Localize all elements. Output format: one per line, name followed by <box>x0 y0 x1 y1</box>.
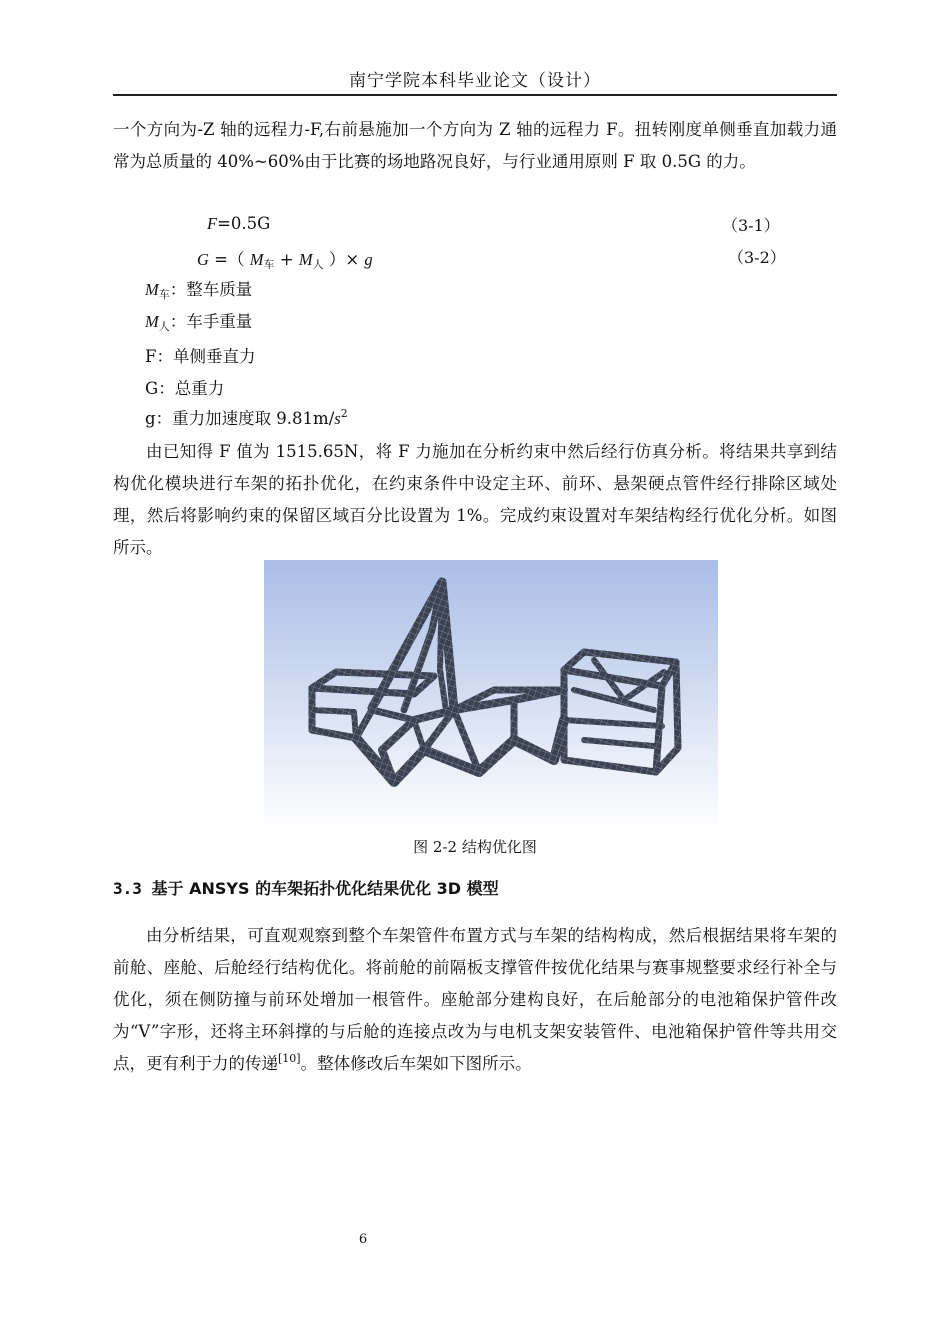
def-symbol: G <box>145 379 159 398</box>
eq2-symbol: M <box>298 250 313 269</box>
eq2-part: =（ <box>214 250 245 269</box>
def-unit: s <box>334 409 341 428</box>
definition-f <box>145 343 255 367</box>
eq2-part: ）× <box>328 250 360 269</box>
structure-optimization-figure <box>264 560 718 832</box>
def-superscript: 2 <box>340 407 348 420</box>
def-text: ：整车质量 <box>169 280 253 299</box>
def-symbol: F <box>145 347 157 366</box>
equation-3-1-number: （3-1） <box>722 216 780 235</box>
equation-3-2-number: （3-2） <box>728 248 786 267</box>
definition-g-total <box>145 375 224 399</box>
eq1-lhs: F <box>207 214 218 233</box>
eq2-subscript: 人 <box>312 258 324 271</box>
result-paragraph <box>113 920 837 1082</box>
section-title: 基于 ANSYS 的车架拓扑优化结果优化 3D 模型 <box>151 879 499 898</box>
definition-m-driver <box>145 308 252 332</box>
analysis-paragraph: 由已知得 F 值为 1515.65N，将 F 力施加在分析约束中然后经行仿真分析。将结果共享到结构优化模块进行车架的拓扑优化，在约束条件中设定主环、前环、悬架硬点管件经行排除区域处理，然后将影响约束的保留区域百分比设置为 1%。完成约束设置对车架结构经行优化分析。如图所示。 <box>113 442 837 557</box>
eq2-symbol: g <box>364 250 373 269</box>
def-subscript: 人 <box>158 320 170 333</box>
equation-3-2 <box>197 246 373 270</box>
def-symbol: g <box>145 409 156 428</box>
frame-mesh-image <box>264 560 718 832</box>
definition-m-car <box>145 276 252 300</box>
def-symbol: M <box>145 312 159 331</box>
def-text: ：重力加速度取 9.81m/ <box>155 409 335 428</box>
figure-caption: 图 2-2 结构优化图 <box>413 838 537 856</box>
section-number: 3.3 <box>113 879 142 898</box>
eq2-lhs: G <box>197 250 209 269</box>
reference-marker: [10] <box>278 1052 301 1065</box>
definition-g-accel <box>145 405 348 429</box>
section-heading <box>113 876 499 899</box>
result-paragraph-main: 由分析结果，可直观观察到整个车架管件布置方式与车架的结构构成，然后根据结果将车架的前舱、座舱、后舱经行结构优化。将前舱的前隔板支撑管件按优化结果与赛事规整要求经行补全与优化，须在侧防撞与前环处增加一根管件。座舱部分建构良好，在后舱部分的电池箱保护管件改为“V”字形，还将主环斜撑的与后舱的连接点改为与电机支架安装管件、电池箱保护管件等共用交点，更有利于力的传递 <box>113 926 837 1073</box>
page-header: 南宁学院本科毕业论文（设计） <box>349 71 601 91</box>
result-paragraph-tail: 。整体修改后车架如下图所示。 <box>300 1054 532 1073</box>
eq2-part: + <box>279 250 294 269</box>
def-text: ：单侧垂直力 <box>156 347 256 366</box>
eq2-symbol: M <box>249 250 264 269</box>
eq1-rhs: =0.5G <box>217 214 271 233</box>
def-text: ：总重力 <box>158 379 225 398</box>
header-rule <box>113 94 837 96</box>
def-subscript: 车 <box>158 288 170 301</box>
def-text: ：车手重量 <box>169 312 253 331</box>
def-symbol: M <box>145 280 159 299</box>
intro-paragraph: 一个方向为-Z 轴的远程力-F,右前悬施加一个方向为 Z 轴的远程力 F。扭转刚度单侧垂直加载力通常为总质量的 40%~60%由于比赛的场地路况良好，与行业通用原则 F 取 0.5G 的力。 <box>113 120 837 171</box>
equation-3-1 <box>207 214 270 234</box>
eq2-subscript: 车 <box>263 258 275 271</box>
page-number: 6 <box>358 1232 368 1247</box>
